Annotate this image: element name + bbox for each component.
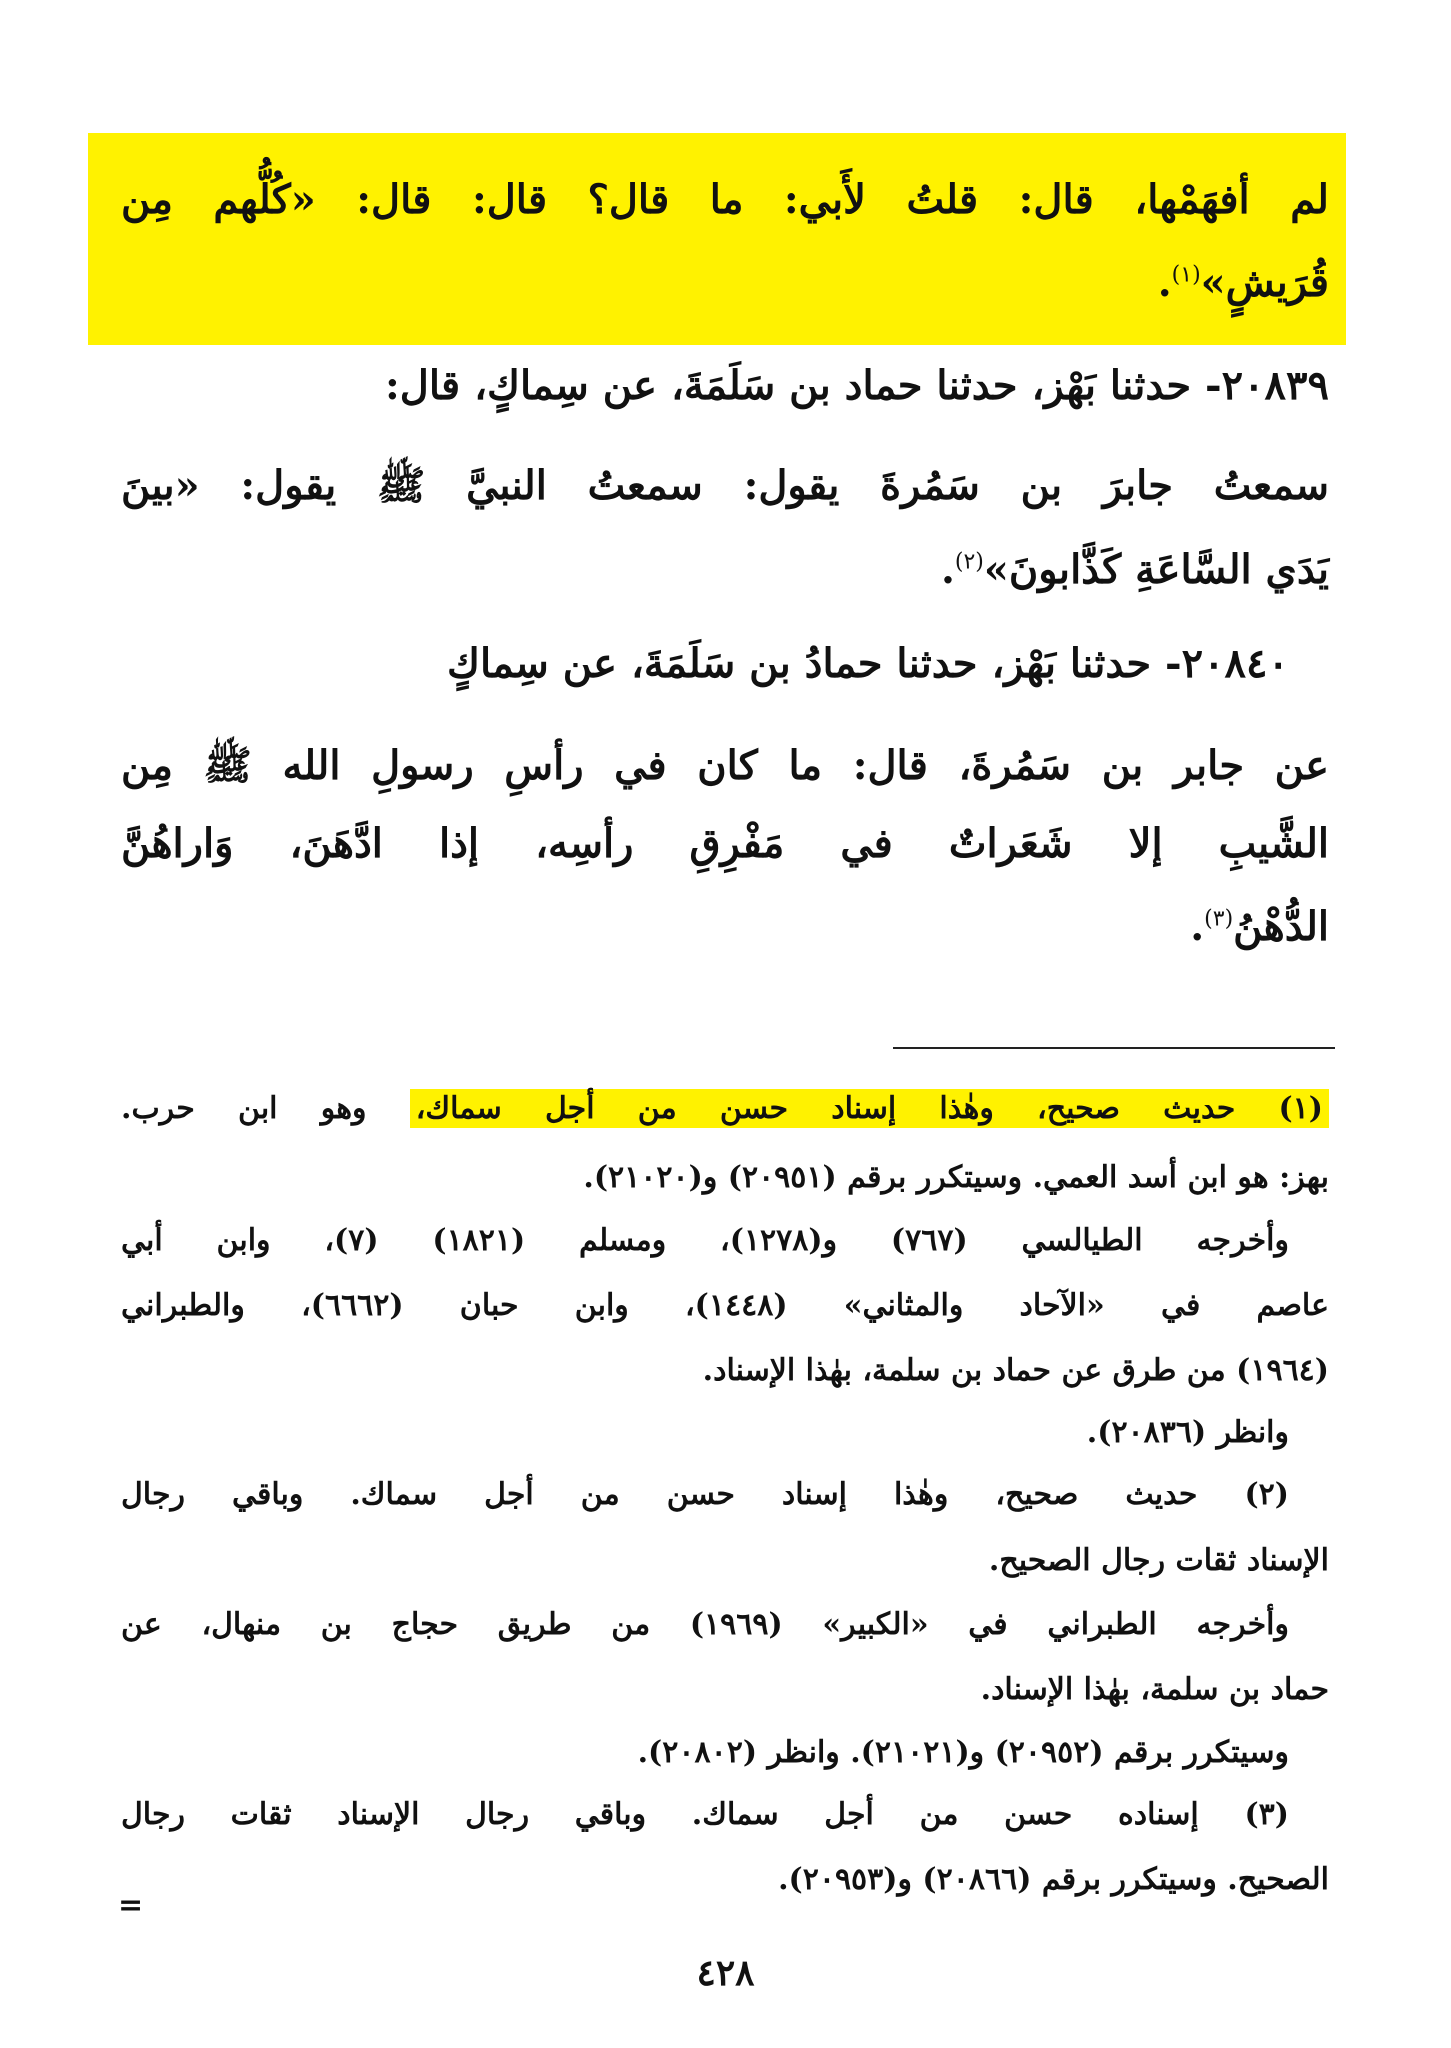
footnote-ref-1[interactable]: (١) xyxy=(1171,262,1201,288)
footnote-1-line-3: وأخرجه الطيالسي (٧٦٧) و(١٢٧٨)، ومسلم (١٨٢١) (٧)، وابن أبي xyxy=(121,1223,1289,1258)
footnote-1-line-2: بهز: هو ابن أسد العمي. وسيتكرر برقم (٢٠٩٥١) و(٢١٠٢٠). xyxy=(583,1160,1329,1195)
footnote-2-line-2: الإسناد ثقات رجال الصحيح. xyxy=(988,1543,1329,1578)
highlighted-passage-background xyxy=(88,133,1346,345)
footnote-3-line-2: الصحيح. وسيتكرر برقم (٢٠٨٦٦) و(٢٠٩٥٣). xyxy=(778,1862,1329,1897)
footnote-1-highlight: (١) حديث صحيح، وهٰذا إسناد حسن من أجل سماك، xyxy=(410,1089,1329,1128)
footnote-2-line-3: وأخرجه الطبراني في «الكبير» (١٩٦٩) من طريق حجاج بن منهال، عن xyxy=(121,1607,1289,1642)
hadith-20839-heading: ٢٠٨٣٩- حدثنا بَهْز، حدثنا حماد بن سَلَمَةَ، عن سِماكٍ، قال: xyxy=(385,362,1329,409)
main-text-line-1: لم أفهَمْها، قال: قلتُ لأَبي: ما قال؟ قال: قال: «كُلُّهم مِن xyxy=(121,176,1329,223)
footnote-2-line-4: حماد بن سلمة، بهٰذا الإسناد. xyxy=(980,1672,1329,1707)
hadith-20840-heading: ٢٠٨٤٠- حدثنا بَهْز، حدثنا حمادُ بن سَلَمَةَ، عن سِماكٍ xyxy=(447,640,1289,687)
main-text-line-4: سمعتُ جابرَ بن سَمُرةَ يقول: سمعتُ النبيَّ ﷺ يقول: «بينَ xyxy=(121,462,1329,509)
footnote-3-line-1: (٣) إسناده حسن من أجل سماك. وباقي رجال الإسناد ثقات رجال xyxy=(121,1797,1289,1832)
footnote-2-line-5: وسيتكرر برقم (٢٠٩٥٢) و(٢١٠٢١). وانظر (٢٠٨٠٢). xyxy=(637,1735,1289,1770)
footnote-1-line-5: (١٩٦٤) من طرق عن حماد بن سلمة، بهٰذا الإسناد. xyxy=(702,1353,1329,1388)
main-text-line-9: الدُّهْنُ$^{(٣)}$. xyxy=(1190,903,1329,950)
continuation-mark: = xyxy=(118,1888,144,1923)
footnote-separator xyxy=(893,1047,1335,1049)
footnote-ref-2[interactable]: (٢) xyxy=(954,549,984,575)
main-text-line-5: يَدَي السَّاعَةِ كَذَّابونَ»$^{(٢)}$. xyxy=(940,546,1329,593)
footnote-2-line-1: (٢) حديث صحيح، وهٰذا إسناد حسن من أجل سماك. وباقي رجال xyxy=(121,1477,1289,1512)
main-text-line-8: الشَّيبِ إلا شَعَراتٌ في مَفْرِقِ رأسِه، إذا ادَّهَنَ، وَاراهُنَّ xyxy=(121,820,1329,867)
main-text-line-2: قُرَيشٍ»$^{(١)}$. xyxy=(1157,259,1329,306)
main-text-line-7: عن جابر بن سَمُرةَ، قال: ما كان في رأسِ رسولِ الله ﷺ مِن xyxy=(121,742,1329,789)
footnote-1-line-4: عاصم في «الآحاد والمثاني» (١٤٤٨)، وابن حبان (٦٦٦٢)، والطبراني xyxy=(121,1288,1329,1323)
footnote-1-line-1: (١) حديث صحيح، وهٰذا إسناد حسن من أجل سماك، وهو ابن حرب. xyxy=(121,1091,1329,1127)
footnote-1-line-6: وانظر (٢٠٨٣٦). xyxy=(1086,1415,1289,1450)
footnote-ref-3[interactable]: (٣) xyxy=(1204,906,1234,932)
page-number: ٤٢٨ xyxy=(696,1952,755,1994)
